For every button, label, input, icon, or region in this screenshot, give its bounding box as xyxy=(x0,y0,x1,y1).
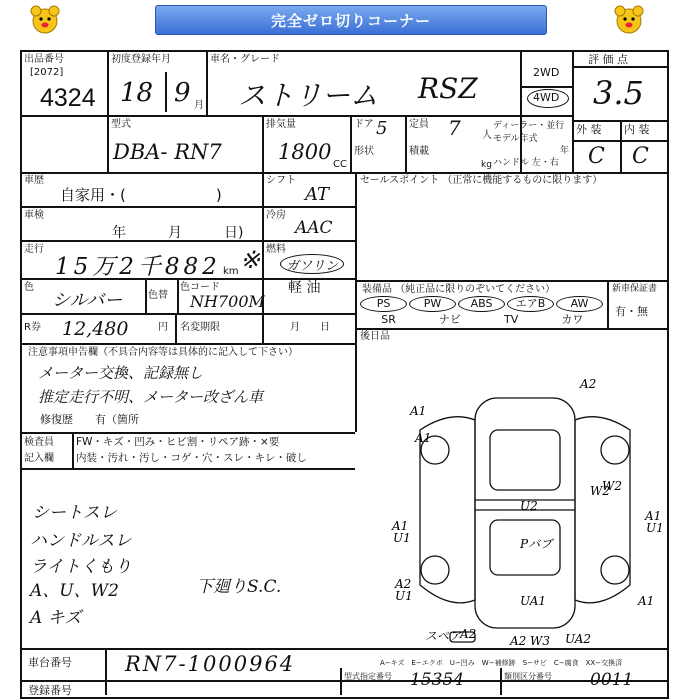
mascot-bear-icon-right xyxy=(612,3,646,37)
ext-label: 外 装 xyxy=(576,123,602,136)
grade: RSZ xyxy=(418,72,478,105)
color-label: 色 xyxy=(24,282,34,293)
remark-3: ライトくもり xyxy=(30,557,132,577)
record-label: 記入欄 xyxy=(24,453,54,464)
shape-label: 形状 xyxy=(354,146,374,157)
transfer-label: 名変期限 xyxy=(180,322,220,333)
mileage-label: 走行 xyxy=(24,244,44,255)
damage-mark: A1 xyxy=(410,404,427,418)
model-year-label: モデル年式 xyxy=(493,134,538,144)
equipment-item: カワ xyxy=(561,313,584,326)
reg-month: 9 xyxy=(174,78,191,108)
afterdate-label: 後日品 xyxy=(360,331,390,342)
notes-line-1: メーター交換、記録無し xyxy=(38,364,204,382)
damage-mark: スペア xyxy=(425,629,462,643)
color-no-label: 色コード xyxy=(180,282,220,293)
damage-mark: A2 xyxy=(395,577,412,591)
damage-mark: A1 xyxy=(392,519,409,533)
dealer-label: ディーラー・並行 xyxy=(493,121,565,131)
fuel-label: 燃料 xyxy=(266,244,286,255)
km-unit: km xyxy=(223,266,239,277)
rating-label: 評 価 点 xyxy=(588,53,628,66)
damage-mark: A2 xyxy=(580,377,597,391)
recycle-amount: 12,480 xyxy=(62,318,129,340)
car-diagram xyxy=(390,370,664,650)
equipment-row-2 xyxy=(360,313,605,327)
inspection: 年 月 日) xyxy=(112,225,244,241)
color-code: NH700M xyxy=(190,292,265,311)
mileage: 15万2千882 xyxy=(55,254,221,280)
lot-number: 4324 xyxy=(40,84,96,112)
banner-title: 完全ゼロ切りコーナー xyxy=(155,5,547,35)
damage-mark: A1 xyxy=(415,431,432,445)
capacity-unit: 人 xyxy=(482,130,492,141)
displacement: 1800 xyxy=(278,140,332,164)
remark-5: A キズ xyxy=(30,608,82,628)
int-label: 内 装 xyxy=(624,123,650,136)
car-name-label: 車名・グレード xyxy=(210,54,280,65)
shift: AT xyxy=(305,184,330,205)
drive-2wd: 2WD xyxy=(533,66,560,79)
damage-mark: A2 xyxy=(460,627,477,641)
damage-mark: W2 xyxy=(602,479,622,493)
fuel: ガソリン xyxy=(286,259,339,274)
equipment-item: PW xyxy=(409,296,456,312)
kg-unit: kg xyxy=(481,160,492,170)
equipment-item: エアB xyxy=(507,296,554,312)
remark-4: A、U、W2 xyxy=(30,581,119,601)
load-label: 積載 xyxy=(409,146,429,157)
color-change-label: 色替 xyxy=(148,290,168,301)
aircon: AAC xyxy=(295,218,333,238)
equipment-row-1 xyxy=(360,296,605,312)
damage-mark: U1 xyxy=(393,531,411,545)
damage-mark: UA1 xyxy=(520,594,547,608)
chassis-label: 車台番号 xyxy=(28,656,72,669)
int-row: 内装・汚れ・汚し・コゲ・穴・スレ・キレ・破し xyxy=(76,452,307,464)
notes-label: 注意事項申告欄（不具合内容等は具体的に記入して下さい） xyxy=(28,347,298,358)
damage-mark: U1 xyxy=(395,589,413,603)
fw-row: FW・キズ・凹み・ヒビ割・リペア跡・×要 xyxy=(76,436,280,448)
recycle-label: R券 xyxy=(24,322,41,333)
equipment-label: 装備品 （純正品に限りのぞいてください） xyxy=(362,284,556,295)
capacity: 7 xyxy=(448,116,461,140)
equipment-item: ナビ xyxy=(438,313,461,326)
code1: 15354 xyxy=(410,670,465,690)
damage-mark: W2 xyxy=(590,484,610,498)
damage-mark: Pバブ xyxy=(520,537,553,551)
rating: 3.5 xyxy=(593,74,644,112)
year-unit: 年 xyxy=(560,146,570,156)
equipment-item: TV xyxy=(504,313,519,326)
handle-label: ハンドル 左・右 xyxy=(493,158,559,168)
equipment-item: AW xyxy=(556,296,603,312)
drive-4wd: 4WD xyxy=(533,91,560,104)
int-grade: C xyxy=(632,144,649,169)
chassis: RN7-1000964 xyxy=(125,652,296,676)
notes-line-2: 推定走行不明、メーター改ざん車 xyxy=(38,388,264,406)
equipment-item: SR xyxy=(381,313,396,326)
remark-2: ハンドルスレ xyxy=(30,531,132,551)
warranty-label: 新車保証書 xyxy=(612,284,658,294)
remark-6: 下廻りS.C. xyxy=(196,577,282,597)
yen-unit: 円 xyxy=(158,322,168,333)
warranty-value: 有・無 xyxy=(615,305,648,318)
damage-mark: A1 xyxy=(645,509,662,523)
damage-mark: UA2 xyxy=(565,632,592,646)
shift-label: シフト xyxy=(266,175,296,186)
doors: 5 xyxy=(376,118,388,139)
damage-mark: W3 xyxy=(530,634,550,648)
remark-1: シートスレ xyxy=(32,503,117,523)
code2: 0011 xyxy=(590,670,634,690)
model: DBA- RN7 xyxy=(113,140,222,164)
damage-mark: U2 xyxy=(520,499,538,513)
door-label: ドア xyxy=(354,119,374,130)
damage-mark: A2 xyxy=(510,634,527,648)
model-label: 型式 xyxy=(111,119,131,130)
category-label: 車歴 xyxy=(24,175,44,186)
month-day: 月 日 xyxy=(290,322,330,333)
code2-label: 類別区分番号 xyxy=(504,672,552,681)
aircon-label: 冷房 xyxy=(266,210,286,221)
cc-unit: CC xyxy=(333,159,347,170)
inspection-label: 車検 xyxy=(24,210,44,221)
damage-mark: U1 xyxy=(646,521,664,535)
color: シルバー xyxy=(52,290,123,311)
displacement-label: 排気量 xyxy=(266,119,296,130)
capacity-label: 定員 xyxy=(409,119,429,130)
reg-year-label: 初度登録年月 xyxy=(111,54,171,65)
repair-label: 修復歴 有（箇所 xyxy=(40,413,139,426)
category: 自家用・( ) xyxy=(60,186,222,204)
lot-label: 出品番号 xyxy=(24,54,64,65)
registration-label: 登録番号 xyxy=(28,684,72,697)
reg-year: 18 xyxy=(120,78,154,108)
mascot-bear-icon-left xyxy=(28,3,62,37)
defect-legend: A−キズ E−エクボ U−凹み W−補修跡 S−サビ C−腐食 XX−交換済 xyxy=(380,659,623,667)
ext-grade: C xyxy=(588,144,605,169)
equipment-item: ABS xyxy=(458,296,505,312)
sales-label: セールスポイント （正常に機能するものに限ります） xyxy=(360,175,603,186)
equipment-item: PS xyxy=(360,296,407,312)
damage-mark: A1 xyxy=(638,594,655,608)
car-name: ストリーム xyxy=(238,79,379,112)
reg-month-unit: 月 xyxy=(194,100,204,111)
code1-label: 型式指定番号 xyxy=(344,672,392,681)
lot-sub: [2072] xyxy=(30,67,64,78)
fuel-alt: 軽 油 xyxy=(288,280,321,296)
mileage-mark: ※ xyxy=(240,246,261,274)
inspector-label: 検査員 xyxy=(24,437,54,448)
